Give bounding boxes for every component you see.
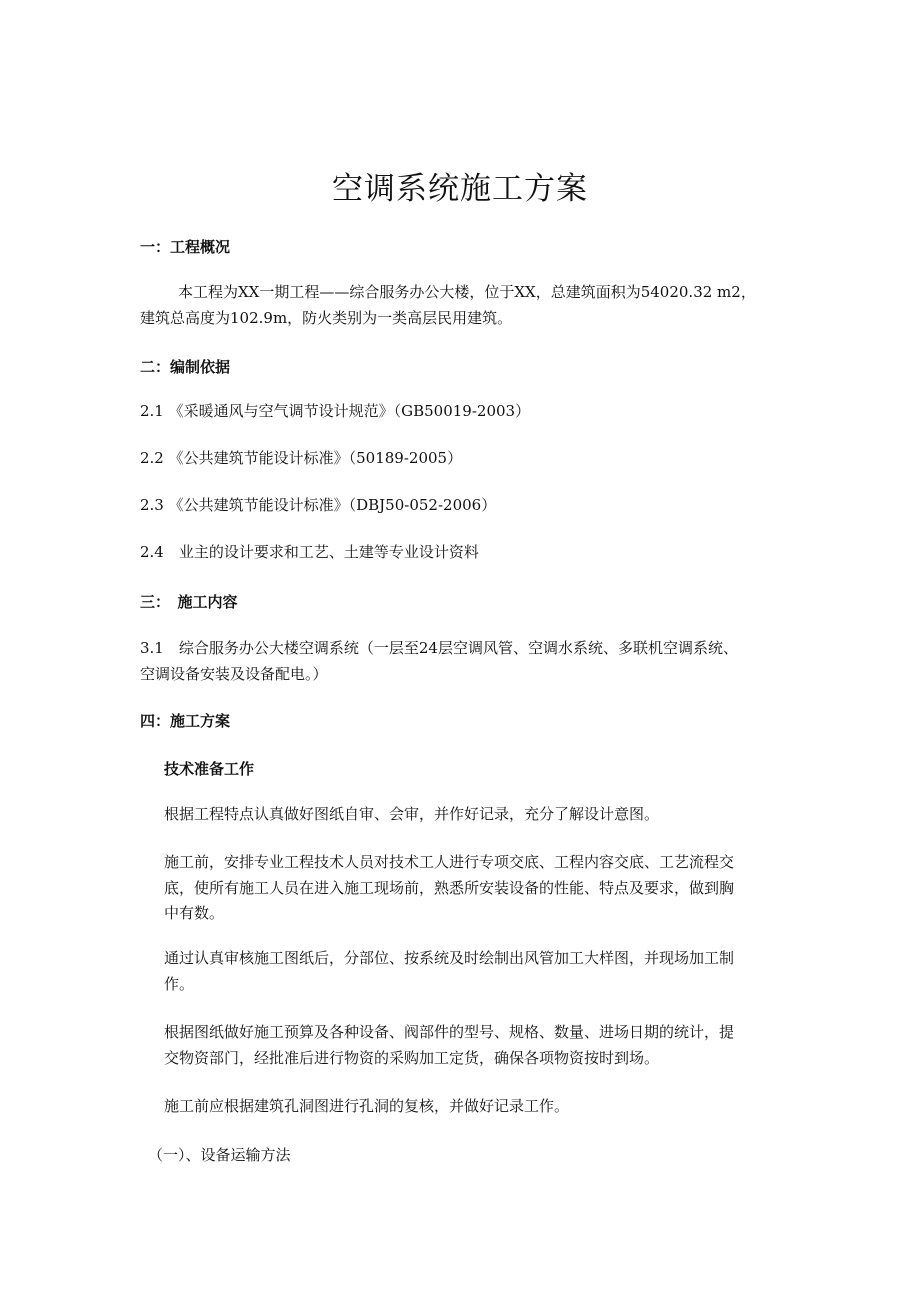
subsection-heading-transport: （一）、设备运输方法 <box>148 1146 291 1164</box>
basis-item-3: 2.3 《公共建筑节能设计标准》（DBJ50-052-2006） <box>140 496 497 514</box>
plan-paragraph-2-line1: 施工前，安排专业工程技术人员对技术工人进行专项交底、工程内容交底、工艺流程交 <box>164 853 735 871</box>
plan-paragraph-5: 施工前应根据建筑孔洞图进行孔洞的复核，并做好记录工作。 <box>164 1097 570 1115</box>
plan-paragraph-3-line1: 通过认真审核施工图纸后，分部位、按系统及时绘制出风管加工大样图，并现场加工制 <box>164 949 735 967</box>
plan-paragraph-2-line3: 中有数。 <box>164 904 225 922</box>
content-item-line2: 空调设备安装及设备配电。） <box>140 665 328 683</box>
basis-item-2: 2.2 《公共建筑节能设计标准》（50189-2005） <box>140 449 463 467</box>
section-heading-basis: 二：编制依据 <box>140 358 231 376</box>
section-heading-overview: 一：工程概况 <box>140 238 231 256</box>
section-heading-content: 三： 施工内容 <box>140 593 238 611</box>
plan-paragraph-1: 根据工程特点认真做好图纸自审、会审，并作好记录，充分了解设计意图。 <box>164 805 660 823</box>
overview-paragraph-line1: 本工程为XX一期工程——综合服务办公大楼，位于XX，总建筑面积为54020.32 m2， <box>178 283 756 301</box>
basis-item-1: 2.1 《采暖通风与空气调节设计规范》（GB50019-2003） <box>140 402 531 420</box>
subheading-technical-prep: 技术准备工作 <box>164 760 255 778</box>
plan-paragraph-4-line2: 交物资部门，经批准后进行物资的采购加工定货，确保各项物资按时到场。 <box>164 1049 660 1067</box>
basis-item-4: 2.4 业主的设计要求和工艺、土建等专业设计资料 <box>140 543 479 561</box>
content-item-line1: 3.1 综合服务办公大楼空调系统（一层至24层空调风管、空调水系统、多联机空调系统、 <box>140 639 738 657</box>
plan-paragraph-4-line1: 根据图纸做好施工预算及各种设备、阀部件的型号、规格、数量、进场日期的统计，提 <box>164 1023 735 1041</box>
document-title: 空调系统施工方案 <box>332 171 588 207</box>
overview-paragraph-line2: 建筑总高度为102.9m，防火类别为一类高层民用建筑。 <box>140 309 513 327</box>
plan-paragraph-3-line2: 作。 <box>164 975 195 993</box>
plan-paragraph-2-line2: 底，使所有施工人员在进入施工现场前，熟悉所安装设备的性能、特点及要求，做到胸 <box>164 879 735 897</box>
section-heading-plan: 四：施工方案 <box>140 712 231 730</box>
